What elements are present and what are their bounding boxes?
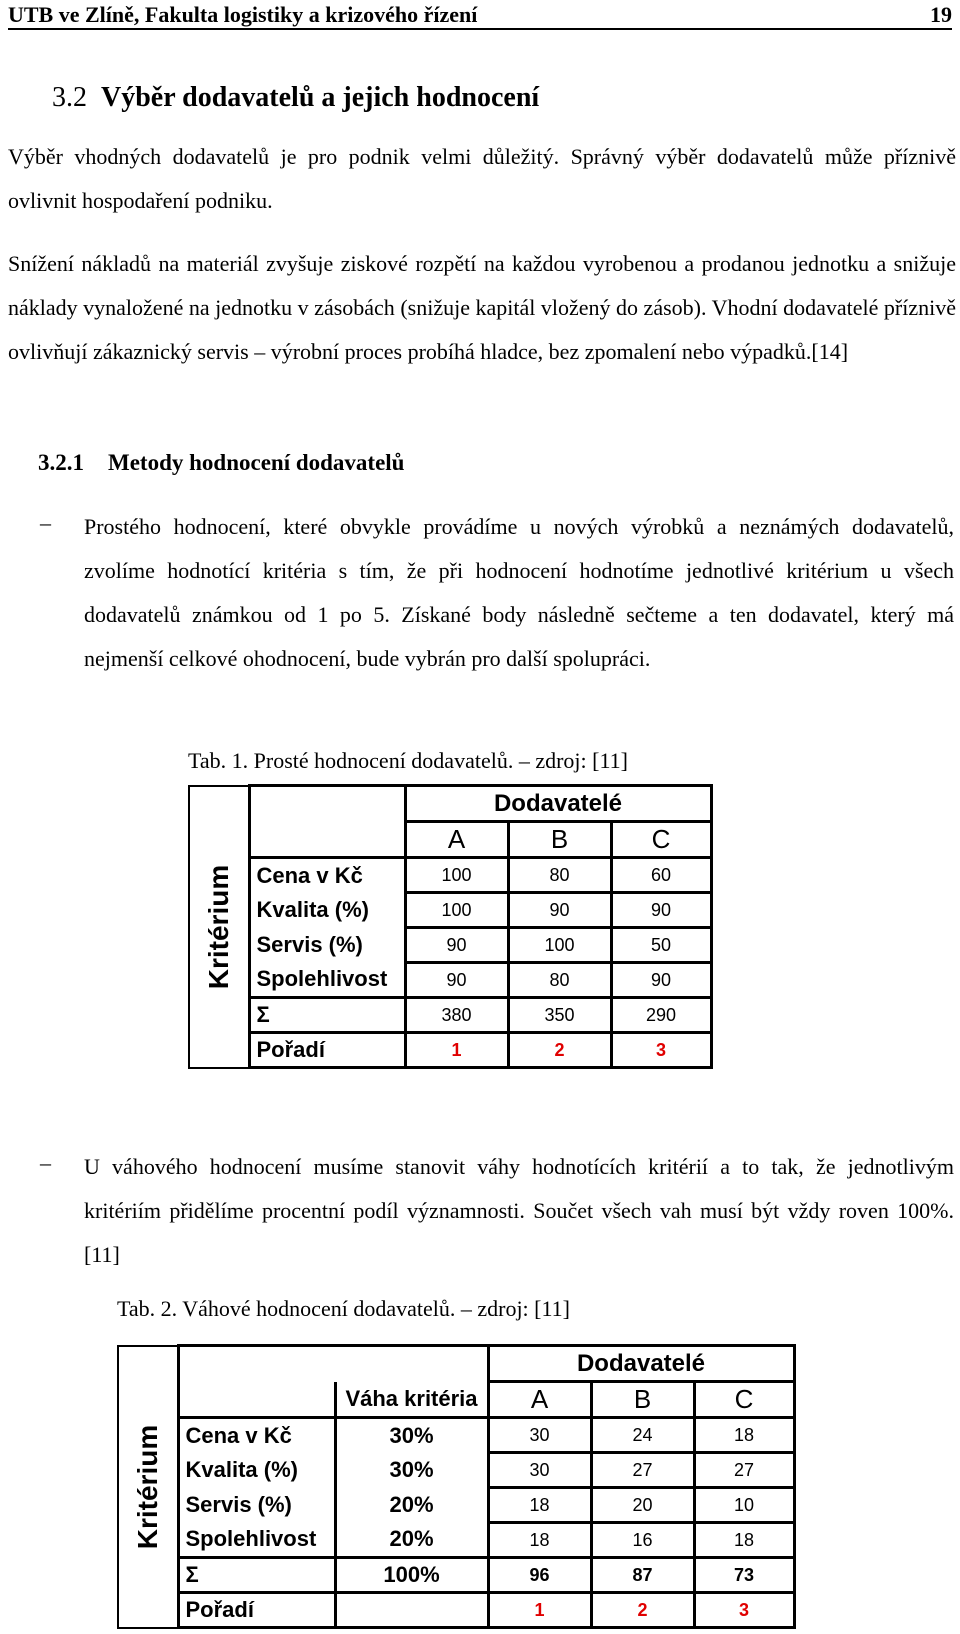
table2-weight: 20% bbox=[335, 1523, 488, 1558]
table2-side-cell bbox=[118, 1346, 178, 1628]
table1-cell: 290 bbox=[611, 998, 711, 1033]
table2-col-b: B bbox=[591, 1382, 694, 1418]
table2-rank: 3 bbox=[694, 1593, 794, 1628]
table1-col-c: C bbox=[611, 822, 711, 858]
table2-weight: 100% bbox=[335, 1558, 488, 1593]
table2-weight-header: Váha kritéria bbox=[335, 1382, 488, 1418]
table2 bbox=[117, 1344, 796, 1629]
table2-col-a: A bbox=[488, 1382, 591, 1418]
bullet-text-2: U váhového hodnocení musíme stanovit váhy hodnotících kritérií a to tak, že jednotlivým kritériím přidělíme procentní podíl významnosti. Součet všech vah musí být vždy roven 100%.[11] bbox=[84, 1154, 954, 1267]
table2-weight: 20% bbox=[335, 1488, 488, 1523]
paragraph-1: Výběr vhodných dodavatelů je pro podnik velmi důležitý. Správný výběr dodavatelů může příznivě ovlivnit hospodaření podniku. bbox=[8, 144, 956, 213]
paragraph-2: Snížení nákladů na materiál zvyšuje ziskové rozpětí na každou vyrobenou a prodanou jednotku a snižuje náklady vynaložené na jednotku v zásobách (snižuje kapitál vložený do zásob). Vhodní dodavatelé příznivě ovlivňují zákaznický servis – výrobní proces probíhá hladce, bez zpomalení nebo výpadků.[14] bbox=[8, 251, 956, 364]
table1-row-label: Cena v Kč bbox=[256, 862, 363, 888]
table1-cell: 100 bbox=[405, 893, 508, 928]
table2-rank: 2 bbox=[591, 1593, 694, 1628]
running-header bbox=[8, 0, 952, 30]
table1-row-label: Kvalita (%) bbox=[256, 897, 369, 922]
table2-row-label: Cena v Kč bbox=[185, 1422, 292, 1448]
table2-group-header: Dodavatelé bbox=[488, 1346, 794, 1382]
table1-row-label: Servis (%) bbox=[256, 932, 363, 957]
table1-group-header: Dodavatelé bbox=[405, 786, 711, 822]
table2-col-c: C bbox=[694, 1382, 794, 1418]
table1-cell: 90 bbox=[611, 963, 711, 998]
table2-side-label: Kritérium bbox=[131, 1424, 163, 1549]
table2-cell: 18 bbox=[488, 1523, 591, 1558]
table2-cell: 30 bbox=[488, 1453, 591, 1488]
table1-rank: 3 bbox=[611, 1033, 711, 1068]
table2-cell: 27 bbox=[694, 1453, 794, 1488]
table1 bbox=[188, 784, 713, 1069]
table2-row-label: Pořadí bbox=[178, 1593, 335, 1628]
table1-side-label: Kritérium bbox=[202, 864, 234, 989]
table1-rank: 1 bbox=[405, 1033, 508, 1068]
table1-cell: 350 bbox=[508, 998, 611, 1033]
table1-blank bbox=[249, 822, 405, 858]
table1-corner bbox=[249, 786, 405, 822]
bullet-dash-1: – bbox=[40, 510, 51, 535]
table2-corner-2 bbox=[335, 1346, 488, 1382]
table1-row-label: Σ bbox=[249, 998, 405, 1033]
section-title: Výběr dodavatelů a jejich hodnocení bbox=[101, 82, 540, 113]
table1-col-a: A bbox=[405, 822, 508, 858]
table2-cell: 18 bbox=[694, 1523, 794, 1558]
table2-cell: 73 bbox=[694, 1558, 794, 1593]
table2-cell: 20 bbox=[591, 1488, 694, 1523]
table2-weight: 30% bbox=[335, 1453, 488, 1488]
table1-cell: 100 bbox=[508, 928, 611, 963]
table1-row-label: Spolehlivost bbox=[256, 966, 388, 992]
table1-caption: Tab. 1. Prosté hodnocení dodavatelů. – zdroj: [11] bbox=[188, 748, 628, 773]
table2-row-label: Σ bbox=[178, 1558, 335, 1593]
table1-cell: 90 bbox=[405, 963, 508, 998]
page-number: 19 bbox=[930, 2, 952, 27]
table2-rank: 1 bbox=[488, 1593, 591, 1628]
table1-cell: 80 bbox=[508, 858, 611, 893]
table2-cell: 16 bbox=[591, 1523, 694, 1558]
table1-cell: 90 bbox=[508, 893, 611, 928]
table1-cell: 50 bbox=[611, 928, 711, 963]
section-heading bbox=[52, 82, 539, 114]
table2-cell: 30 bbox=[488, 1418, 591, 1453]
table1-col-b: B bbox=[508, 822, 611, 858]
bullet-text-1: Prostého hodnocení, které obvykle provádíme u nových výrobků a neznámých dodavatelů, zvolíme hodnotící kritéria s tím, že při hodnocení hodnotíme jednotlivé kritérium u všech dodavatelů známkou od 1 po 5. Získané body následně sečteme a ten dodavatel, který má nejmenší celkové ohodnocení, bude vybrán pro další spolupráci. bbox=[84, 514, 954, 671]
table2-cell: 87 bbox=[591, 1558, 694, 1593]
table2-row-label: Spolehlivost bbox=[178, 1523, 335, 1558]
table2-blank bbox=[178, 1382, 335, 1418]
table1-row-label: Pořadí bbox=[249, 1033, 405, 1068]
subsection-title: Metody hodnocení dodavatelů bbox=[108, 450, 405, 475]
table2-cell: 27 bbox=[591, 1453, 694, 1488]
table2-caption: Tab. 2. Váhové hodnocení dodavatelů. – zdroj: [11] bbox=[117, 1296, 570, 1321]
table2-weight: 30% bbox=[335, 1418, 488, 1453]
table1-cell: 60 bbox=[611, 858, 711, 893]
table2-cell: 10 bbox=[694, 1488, 794, 1523]
table2-weight bbox=[335, 1593, 488, 1628]
subsection-heading bbox=[38, 450, 404, 476]
table1-cell: 90 bbox=[611, 893, 711, 928]
table2-cell: 18 bbox=[694, 1418, 794, 1453]
table2-cell: 96 bbox=[488, 1558, 591, 1593]
bullet-dash-2: – bbox=[40, 1150, 51, 1175]
table1-cell: 90 bbox=[405, 928, 508, 963]
subsection-number: 3.2.1 bbox=[38, 450, 84, 475]
table2-cell: 24 bbox=[591, 1418, 694, 1453]
table1-cell: 380 bbox=[405, 998, 508, 1033]
table2-row-label: Servis (%) bbox=[185, 1492, 292, 1517]
table1-side-cell bbox=[189, 786, 249, 1068]
table2-cell: 18 bbox=[488, 1488, 591, 1523]
section-number: 3.2 bbox=[52, 82, 87, 113]
table1-cell: 100 bbox=[405, 858, 508, 893]
table1-cell: 80 bbox=[508, 963, 611, 998]
table2-corner bbox=[178, 1346, 335, 1382]
header-title: UTB ve Zlíně, Fakulta logistiky a krizového řízení bbox=[8, 2, 478, 27]
table2-row-label: Kvalita (%) bbox=[185, 1457, 298, 1482]
table1-rank: 2 bbox=[508, 1033, 611, 1068]
